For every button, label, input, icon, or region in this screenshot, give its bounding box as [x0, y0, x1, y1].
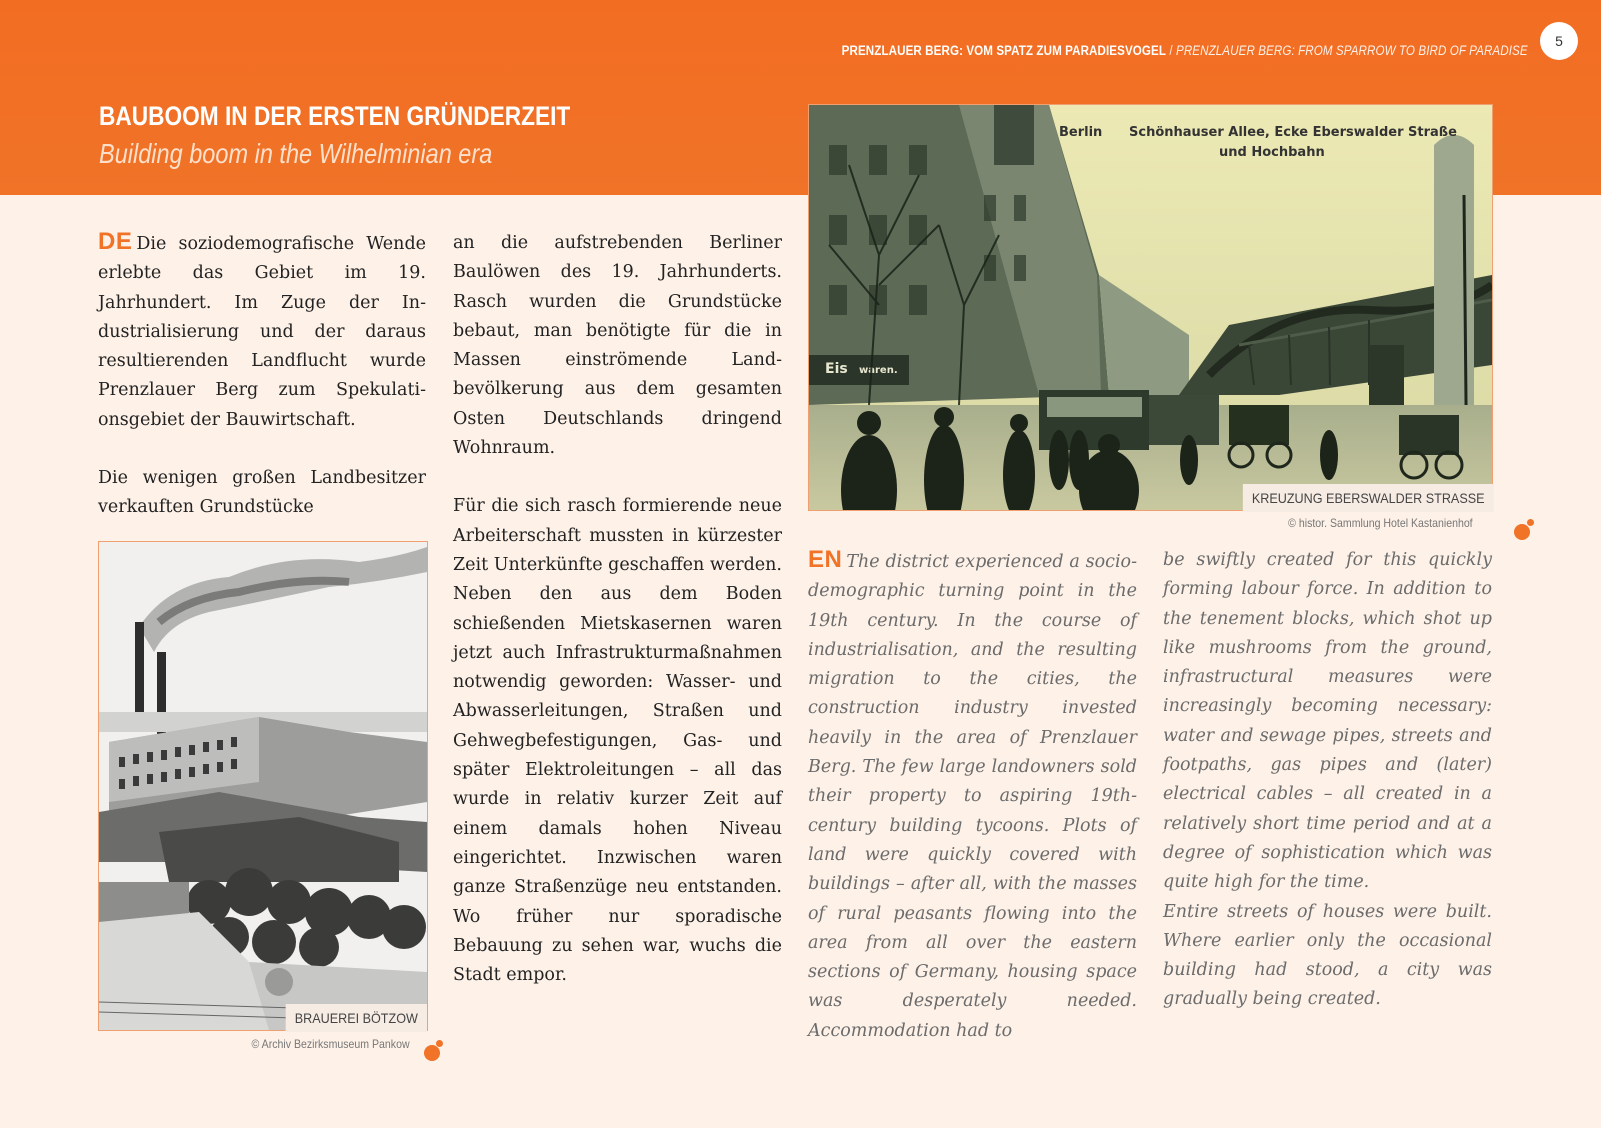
german-col1-paragraph-1: Die soziodemografische Wende erlebte das Gebiet im 19. Jahrhundert. Im Zuge der Industrialisierung und der daraus resultierenden Landflucht wurde Prenzlauer Berg zum Spekulationsgebiet der Bauwirtschaft. — [98, 234, 426, 430]
accent-dot-brewery — [424, 1045, 440, 1061]
german-col1-paragraph-2: Die wenigen großen Landbesitzer verkauften Grundstücke — [98, 468, 426, 518]
running-head-en: PRENZLAUER BERG: FROM SPARROW TO BIRD OF PARADISE — [1176, 43, 1528, 58]
street-postcard-image — [809, 105, 1492, 510]
english-col1-text: The district experienced a socio-demographic turning point in the 19th century. In the course of industrialisation, and the resulting migration to the cities, the construction industry invested heavily in the area of Prenzlauer Berg. The few large landowners sold their property to aspiring 19th-century building tycoons. Plots of land were quickly covered with buildings – after all, with the masses of rural peasants flowing into the area from all over the eastern sections of Germany, housing space was desperately needed. Accommodation had to — [808, 552, 1137, 1041]
page-title-de: BAUBOOM IN DER ERSTEN GRÜNDERZEIT — [99, 101, 571, 131]
german-col2-paragraph-2: Für die sich rasch formierende neue Arbeiterschaft mussten in kürzester Zeit Unterkünfte geschaffen werden. Neben den aus dem Boden schießenden Mietskasernen waren jetzt auch Infrastrukturmaßnahmen notwendig geworden: Wasser- und Abwasserleitungen, Straßen und Gehwegbefestigungen, Gas- und später Elektroleitungen – all das wurde in relativ kurzer Zeit auf einem damals hohen Niveau eingerichtet. Inzwischen waren ganze Straßenzüge neu entstanden. Wo früher nur sporadische Bebauung zu sehen war, wuchs die Stadt empor. — [453, 496, 782, 986]
shop-sign: Eis — [825, 361, 848, 377]
caption-street: KREUZUNG EBERSWALDER STRASSE — [1243, 484, 1494, 512]
shop-sign-2: waren. — [859, 365, 898, 376]
postcard-city: Berlin — [1059, 125, 1103, 140]
photo-brewery — [98, 541, 428, 1031]
language-tag-de: DE — [98, 228, 133, 255]
german-column-2 — [453, 229, 782, 990]
german-col2-paragraph-1: an die aufstrebenden Berliner Baulöwen des 19. Jahrhunderts. Rasch wurden die Grundstücke bebaut, man benötigte für die in Massen einströmende Landbevölkerung aus dem gesamten Osten Deutschlands dringend Wohnraum. — [453, 233, 782, 459]
photo-street-crossing — [808, 104, 1493, 511]
running-head — [842, 43, 1528, 58]
english-col2-paragraph-2: Entire streets of houses were built. Where earlier only the occasional building had stood, a city was gradually being created. — [1163, 901, 1492, 1010]
accent-dot-small-street — [1527, 519, 1534, 526]
page-number: 5 — [1540, 22, 1578, 60]
caption-brewery: BRAUEREI BÖTZOW — [286, 1004, 427, 1032]
credit-street: © histor. Sammlung Hotel Kastanienhof — [1288, 516, 1473, 530]
english-column-1 — [808, 545, 1137, 1046]
postcard-title: Schönhauser Allee, Ecke Eberswalder Straße — [1129, 125, 1457, 140]
running-head-de: PRENZLAUER BERG: VOM SPATZ ZUM PARADIESVOGEL — [841, 43, 1167, 58]
page-title-en: Building boom in the Wilhelminian era — [99, 138, 493, 169]
credit-brewery: © Archiv Bezirksmuseum Pankow — [251, 1037, 410, 1051]
language-tag-en: EN — [808, 546, 843, 573]
english-col2-paragraph-1: be swiftly created for this quickly forming labour force. In addition to the tenement blocks, which shot up like mushrooms from the ground, infrastructural measures were increasingly becoming necessary: water and sewage pipes, streets and footpaths, gas pipes and (later) electrical cables – all created in a relatively short time period and at a degree of sophistication which was quite high for the time. — [1163, 550, 1492, 893]
english-column-2 — [1163, 546, 1492, 1015]
german-column-1 — [98, 227, 426, 523]
brewery-engraving-image — [99, 542, 427, 1030]
postcard-subtitle: und Hochbahn — [1219, 145, 1325, 160]
running-head-separator: / — [1166, 43, 1177, 58]
accent-dot-small-brewery — [436, 1040, 443, 1047]
accent-dot-street — [1514, 524, 1530, 540]
